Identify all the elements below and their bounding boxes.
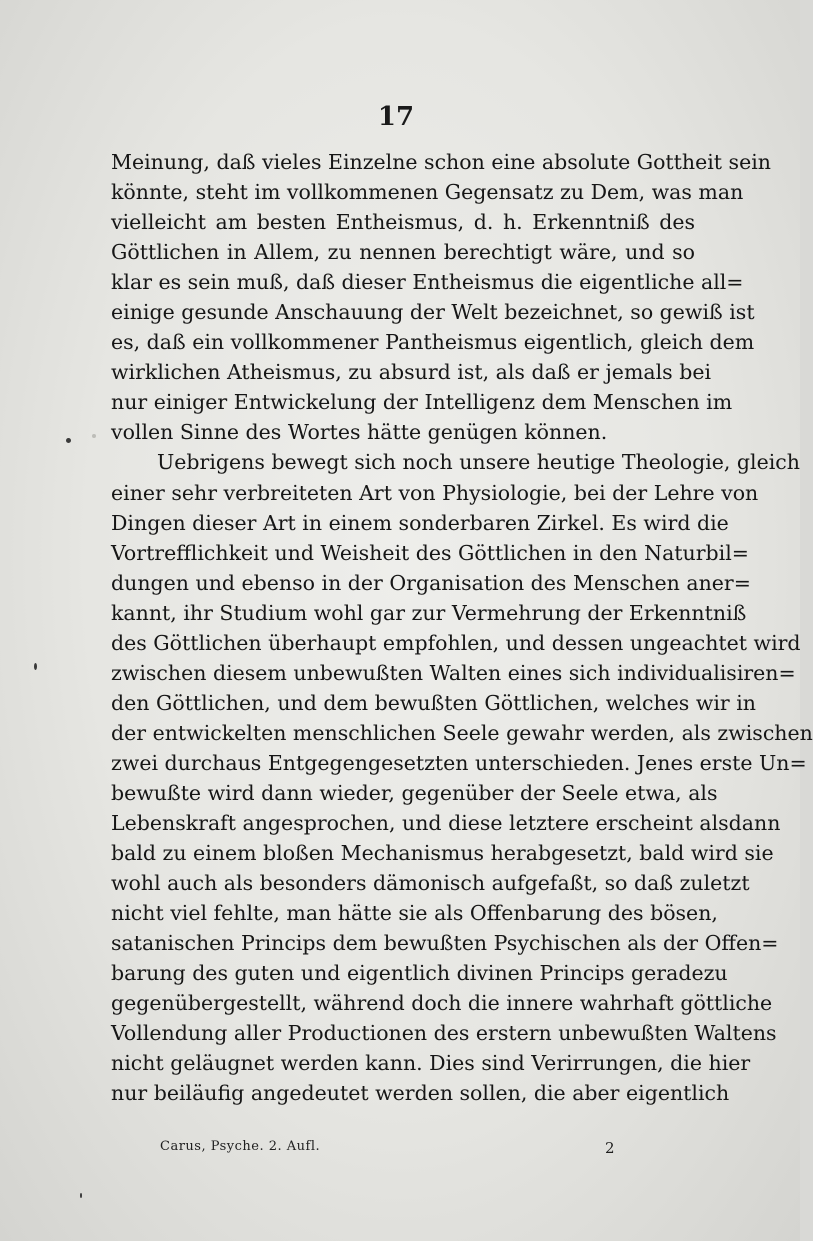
printer-signature: Carus, Psyche. 2. Aufl. (160, 1139, 321, 1154)
text-line: satanischen Princips dem bewußten Psychischen als der Offen= (111, 931, 779, 956)
text-line: es, daß ein vollkommener Pantheismus eigentlich, gleich dem (111, 330, 755, 355)
text-line: nicht viel fehlte, man hätte sie als Offenbarung des bösen, (111, 901, 718, 926)
text-line: Lebenskraft angesprochen, und diese letztere erscheint alsdann (111, 811, 781, 836)
text-line: nicht geläugnet werden kann. Dies sind Verirrungen, die hier (111, 1051, 751, 1076)
text-line: Vollendung aller Productionen des erstern unbewußten Waltens (111, 1021, 777, 1046)
page-number: 17 (377, 102, 415, 132)
text-line: zwischen diesem unbewußten Walten eines sich individualisiren= (111, 660, 796, 685)
text-line: könnte, steht im vollkommenen Gegensatz zu Dem, was man (111, 180, 744, 205)
text-line: bald zu einem bloßen Mechanismus herabgesetzt, bald wird sie (111, 841, 774, 866)
text-line: den Göttlichen, und dem bewußten Göttlichen, welches wir in (111, 690, 756, 715)
text-line: Vortrefflichkeit und Weisheit des Göttlichen in den Naturbil= (111, 540, 749, 565)
paper-speck (80, 1193, 82, 1198)
paragraph-start-line: Uebrigens bewegt sich noch unsere heutige Theologie, gleich (157, 450, 800, 475)
text-line: wohl auch als besonders dämonisch aufgefaßt, so daß zuletzt (111, 871, 750, 896)
text-line: dungen und ebenso in der Organisation des Menschen aner= (111, 570, 751, 595)
text-line: einer sehr verbreiteten Art von Physiologie, bei der Lehre von (111, 480, 759, 505)
text-line: nur beiläufig angedeutet werden sollen, die aber eigentlich (111, 1081, 730, 1106)
text-line: kannt, ihr Studium wohl gar zur Vermehrung der Erkenntniß (111, 600, 747, 625)
text-line: Meinung, daß vieles Einzelne schon eine absolute Gottheit sein (111, 150, 771, 174)
paragraph-end-line: vollen Sinne des Wortes hätte genügen können. (111, 420, 608, 445)
text-line: nur einiger Entwickelung der Intelligenz dem Menschen im (111, 390, 733, 415)
text-line: Göttlichen in Allem, zu nennen berechtigt wäre, und so (111, 240, 695, 265)
text-line: bewußte wird dann wieder, gegenüber der Seele etwa, als (111, 780, 718, 805)
text-line: des Göttlichen überhaupt empfohlen, und dessen ungeachtet wird (111, 630, 801, 655)
paper-speck (34, 663, 37, 670)
text-line: der entwickelten menschlichen Seele gewahr werden, als zwischen (111, 720, 813, 745)
sheet-number: 2 (605, 1139, 615, 1157)
text-line: vielleicht am besten Entheismus, d. h. Erkenntniß des (111, 210, 695, 235)
paper-speck (92, 434, 96, 438)
text-line: zwei durchaus Entgegengesetzten unterschieden. Jenes erste Un= (111, 750, 807, 775)
text-line: barung des guten und eigentlich divinen Princips geradezu (111, 961, 728, 986)
paper-speck (66, 438, 71, 443)
text-line: klar es sein muß, daß dieser Entheismus die eigentliche all= (111, 270, 744, 295)
text-line: einige gesunde Anschauung der Welt bezeichnet, so gewiß ist (111, 300, 755, 325)
text-line: Dingen dieser Art in einem sonderbaren Zirkel. Es wird die (111, 510, 729, 535)
text-line: gegenübergestellt, während doch die innere wahrhaft göttliche (111, 991, 773, 1016)
text-line: wirklichen Atheismus, zu absurd ist, als daß er jemals bei (111, 360, 712, 385)
body-text (111, 147, 813, 1109)
